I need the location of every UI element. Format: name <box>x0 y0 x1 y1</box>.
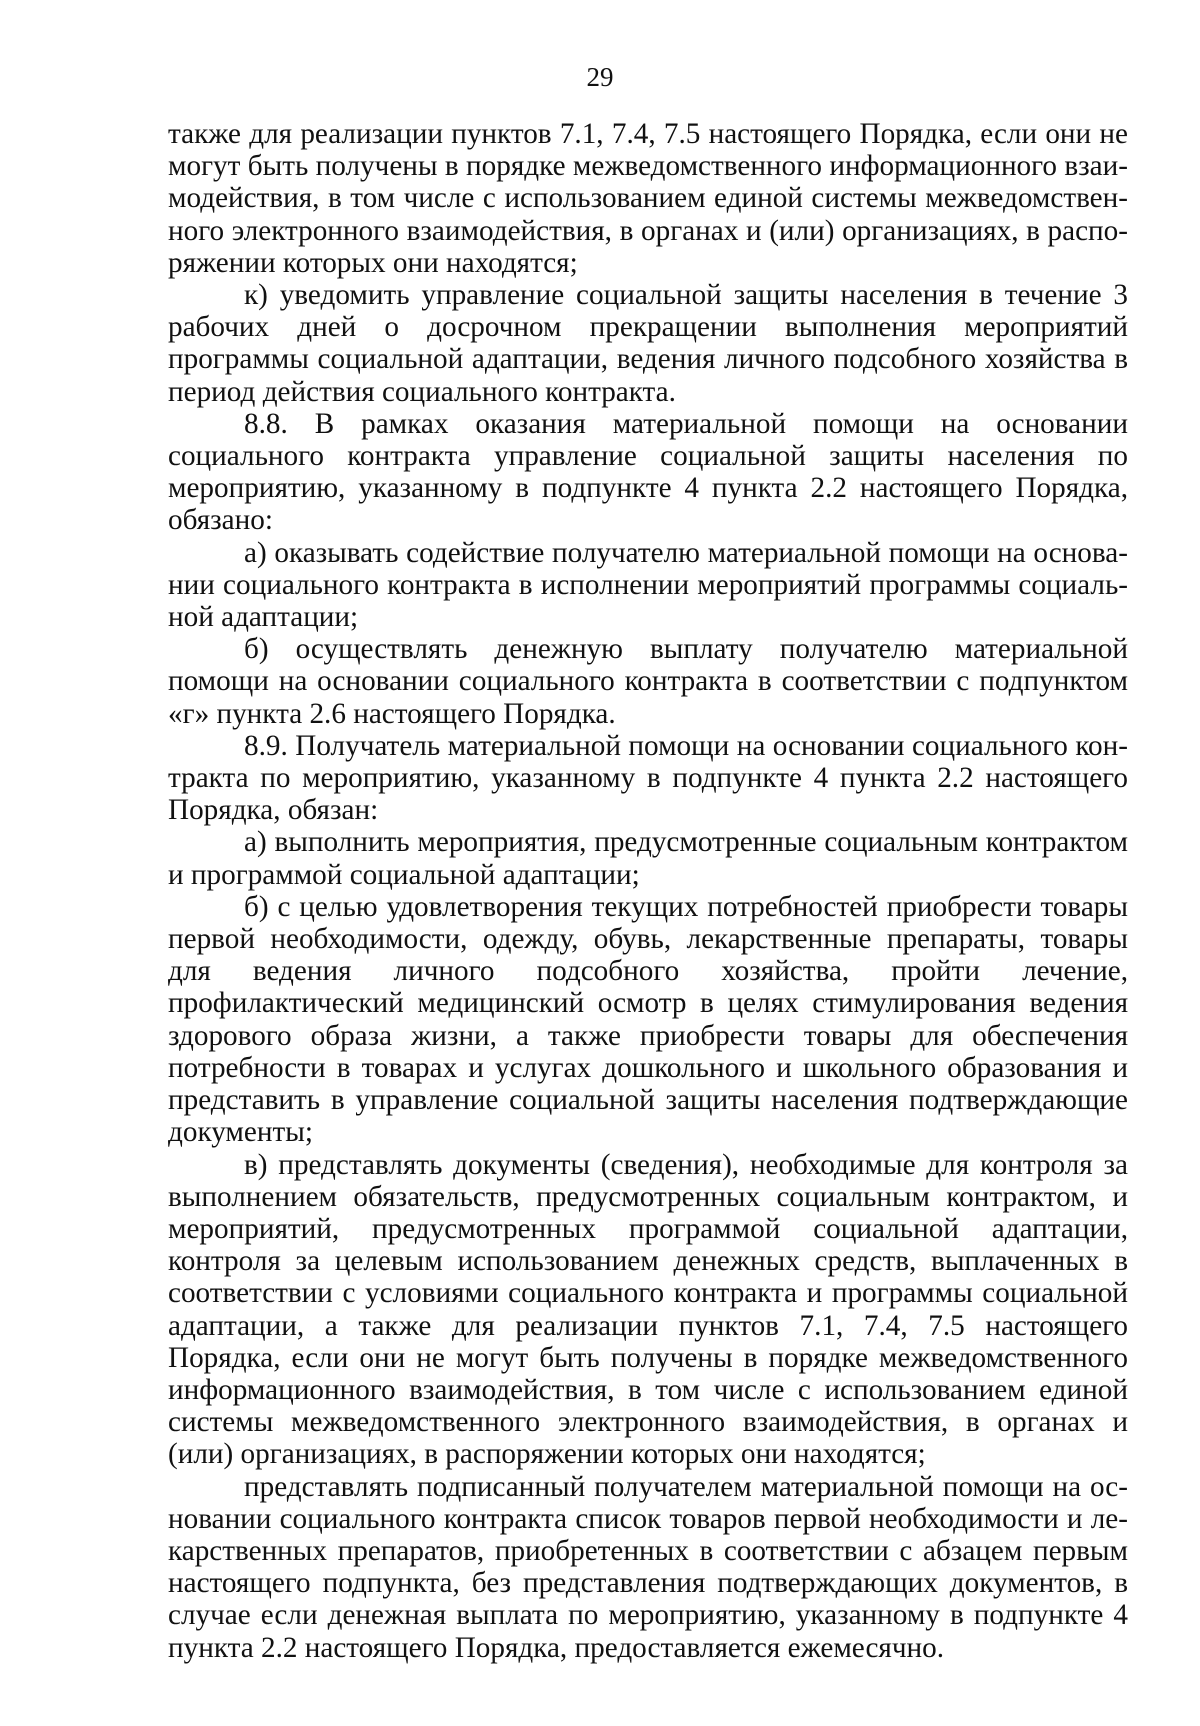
paragraph-8-8: 8.8. В рамках оказания материальной помощи на основании социального контракта управление социальной защиты населения по мероприятию, указанному в подпункте 4 пункта 2.2 настоящего Порядка, обязано: <box>168 407 1128 537</box>
paragraph-8-9: 8.9. Получатель материальной помощи на основании социального контракта по мероприятию, указанному в подпункте 4 пункта 2.2 настоящего Порядка, обязан: <box>168 729 1128 827</box>
paragraph-8-8-b: б) осуществлять денежную выплату получателю материальной помощи на основании социального контракта в соответствии с подпунктом «г» пункта 2.6 настоящего Порядка. <box>168 633 1128 730</box>
paragraph-8-9-a: а) выполнить мероприятия, предусмотренные социальным контрактом и программой социальной адаптации; <box>168 826 1128 891</box>
paragraph-8-8-a: а) оказывать содействие получателю материальной помощи на основании социального контракта в исполнении мероприятий программы социальной адаптации; <box>168 536 1128 634</box>
paragraph-continuation: также для реализации пунктов 7.1, 7.4, 7.5 настоящего Порядка, если они не могут быть получены в порядке межведомственного информационного взаимодействия, в том числе с использованием единой системы межведомственного электронного взаимодействия, в органах и (или) организациях, в распоряжении которых они находятся; <box>168 118 1128 279</box>
paragraph-8-9-list: представлять подписанный получателем материальной помощи на основании социального контракта список товаров первой необходимости и лекарственных препаратов, приобретенных в соответствии с абзацем первым настоящего подпункта, без представления подтверждающих документов, в случае если денежная выплата по мероприятию, указанному в подпункте 4 пункта 2.2 настоящего Порядка, предоставляется ежемесячно. <box>168 1470 1128 1664</box>
document-body <box>168 118 1128 1664</box>
paragraph-8-9-v: в) представлять документы (сведения), необходимые для контроля за выполнением обязательств, предусмотренных социальным контрактом, и мероприятий, предусмотренных программой социальной адаптации, контроля за целевым использованием денежных средств, выплаченных в соответствии с условиями социального контракта и программы социальной адаптации, а также для реализации пунктов 7.1, 7.4, 7.5 настоящего Порядка, если они не могут быть получены в порядке межведомственного информационного взаимодействия, в том числе с использованием единой системы межведомственного электронного взаимодействия, в органах и (или) организациях, в распоряжении которых они находятся; <box>168 1148 1128 1471</box>
paragraph-8-9-b: б) с целью удовлетворения текущих потребностей приобрести товары первой необходимости, одежду, обувь, лекарственные препараты, товары для ведения личного подсобного хозяйства, пройти лечение, профилактический медицинский осмотр в целях стимулирования ведения здорового образа жизни, а также приобрести товары для обеспечения потребности в товарах и услугах дошкольного и школьного образования и представить в управление социальной защиты населения подтверждающие документы; <box>168 890 1128 1149</box>
paragraph-item-k: к) уведомить управление социальной защиты населения в течение 3 рабочих дней о досрочном прекращении выполнения мероприятий программы социальной адаптации, ведения личного подсобного хозяйства в период действия социального контракта. <box>168 279 1128 408</box>
page-number: 29 <box>586 62 614 92</box>
